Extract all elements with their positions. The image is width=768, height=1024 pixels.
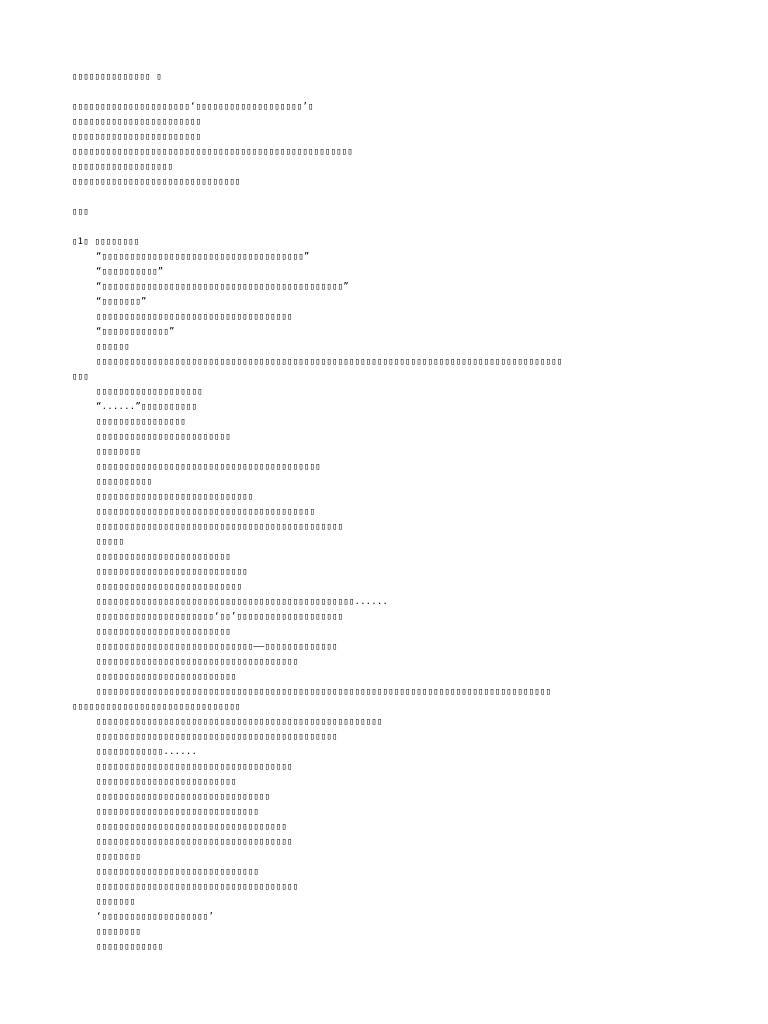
list-item: ▯▯▯▯▯▯▯▯▯▯▯▯▯▯▯▯▯▯▯▯▯▯▯▯▯▯▯▯▯▯▯▯▯▯▯▯▯▯▯▯▯▯▯▯▯▯▯▯▯▯▯: [96, 717, 383, 727]
spacer: [72, 190, 712, 205]
list-item: ▯▯▯▯▯▯▯▯▯▯▯▯▯▯▯▯▯▯▯▯▯▯▯▯▯▯▯▯▯▯▯▯▯▯▯▯: [96, 657, 299, 667]
list-item: ▯▯▯▯▯▯▯▯▯▯▯▯▯▯▯▯▯▯▯▯▯▯▯▯▯: [96, 672, 237, 682]
list-item: ▯▯▯▯▯▯▯▯▯▯▯▯▯▯▯▯▯▯▯▯▯▯▯▯▯▯▯▯▯▯▯▯▯▯▯▯▯▯▯▯: [96, 462, 321, 472]
section-1-list: [72, 250, 712, 370]
spacer: [72, 85, 712, 100]
section-heading: ▯▯▯▯▯▯▯▯▯▯▯▯▯▯▯▯▯▯▯▯▯▯▯▯▯▯▯▯▯▯: [72, 702, 241, 712]
document-title: ▯▯▯▯▯▯▯▯▯▯▯▯▯▯ ▯: [72, 72, 162, 82]
list-item: ▯▯▯▯▯▯▯▯▯▯▯▯▯▯▯▯: [96, 417, 186, 427]
section-label: ▯1▯ ▯▯▯▯▯▯▯▯: [72, 237, 140, 247]
list-item: ▯▯▯▯▯▯▯▯▯▯▯▯▯▯▯▯▯▯▯▯▯▯▯▯: [96, 432, 231, 442]
list-item: ▯▯▯▯▯▯▯▯▯▯▯▯▯▯▯▯▯▯▯▯▯▯▯▯: [96, 552, 231, 562]
list-item: ▯▯▯▯▯▯▯▯▯▯▯▯▯▯▯▯▯▯▯▯▯▯▯▯▯▯▯▯▯▯▯▯▯▯▯▯▯▯▯: [96, 507, 316, 517]
list-item: “▯▯▯▯▯▯▯▯▯▯▯▯”: [96, 327, 175, 337]
list-item: ▯▯▯▯▯▯▯▯▯▯▯▯▯▯▯▯▯▯▯▯▯▯▯▯▯▯▯▯▯▯▯▯▯▯▯▯▯▯▯▯▯▯▯▯▯▯▯▯▯▯▯▯▯▯▯▯▯▯▯▯▯▯▯▯▯▯▯▯▯▯▯▯▯▯▯▯▯▯▯▯▯: [96, 687, 552, 697]
list-item: ▯▯▯▯▯▯▯▯▯▯▯▯▯▯▯▯▯▯▯▯▯▯▯▯▯▯▯▯▯: [96, 807, 259, 817]
intro-line: ▯▯▯▯▯▯▯▯▯▯▯▯▯▯▯▯▯▯▯▯▯▯▯: [72, 132, 202, 142]
intro-line: ▯▯▯▯▯▯▯▯▯▯▯▯▯▯▯▯▯▯▯▯▯▯▯: [72, 117, 202, 127]
document-body: [72, 70, 712, 955]
list-item: ▯▯▯▯▯▯▯▯▯▯▯▯▯▯▯▯▯▯▯▯▯▯▯▯▯▯▯▯▯▯▯▯▯▯▯: [96, 837, 293, 847]
list-item: ▯▯▯▯▯▯▯▯▯▯▯▯▯▯▯▯▯▯▯▯▯▯▯▯▯▯▯▯▯▯▯: [96, 792, 271, 802]
list-item: ▯▯▯▯▯▯▯▯▯▯▯▯▯▯▯▯▯▯▯▯▯▯▯▯▯▯▯▯▯▯▯▯▯▯▯▯: [96, 882, 299, 892]
intro-line: ▯▯▯▯▯▯▯▯▯▯▯▯▯▯▯▯▯▯▯▯▯▯▯▯▯▯▯▯▯▯▯▯▯▯▯▯▯▯▯▯▯▯▯▯▯▯▯▯▯▯: [72, 147, 353, 157]
list-item: ▯▯▯▯▯▯▯▯▯▯▯▯▯▯▯▯▯▯▯▯▯▯▯▯▯▯▯▯——▯▯▯▯▯▯▯▯▯▯▯▯▯: [96, 642, 338, 652]
spacer: [72, 220, 712, 235]
list-item: ▯▯▯▯▯▯▯▯▯▯▯▯▯▯▯▯▯▯▯▯▯▯▯▯▯▯▯: [96, 567, 248, 577]
list-item: ▯▯▯▯▯▯▯▯▯▯▯▯▯▯▯▯▯▯▯▯▯▯▯▯▯▯▯▯▯: [96, 867, 259, 877]
list-item: “▯▯▯▯▯▯▯▯▯▯▯▯▯▯▯▯▯▯▯▯▯▯▯▯▯▯▯▯▯▯▯▯▯▯▯▯”: [96, 252, 310, 262]
list-item: ▯▯▯▯▯▯▯▯: [96, 927, 141, 937]
section-2-list: [72, 385, 712, 700]
list-item: ▯▯▯▯▯▯▯: [96, 897, 136, 907]
list-item: ▯▯▯▯▯▯▯▯▯▯▯▯▯▯▯▯▯▯▯▯▯▯▯▯▯▯▯▯▯▯▯▯▯▯▯▯▯▯▯▯▯▯▯▯▯▯......: [96, 597, 389, 607]
list-item: ▯▯▯▯▯▯▯▯▯▯▯▯......: [96, 747, 198, 757]
list-item: ▯▯▯▯▯▯▯▯▯▯▯▯▯▯▯▯▯▯▯▯▯▯▯▯▯▯▯▯: [96, 492, 254, 502]
list-item: ▯▯▯▯▯▯▯▯▯▯▯▯▯▯▯▯▯▯▯▯▯▯▯▯▯: [96, 777, 237, 787]
list-item: ▯▯▯▯▯▯▯▯▯▯▯▯▯▯▯▯▯▯▯▯▯▯▯▯▯▯▯▯▯▯▯▯▯▯▯▯▯▯▯▯▯▯▯▯: [96, 522, 344, 532]
list-item: ▯▯▯▯▯▯▯▯▯▯▯▯▯▯▯▯▯▯▯▯▯▯▯▯: [96, 627, 231, 637]
intro-line: ▯▯▯▯▯▯▯▯▯▯▯▯▯▯▯▯▯▯: [72, 162, 174, 172]
list-item: ▯▯▯▯▯▯▯▯▯▯▯▯▯▯▯▯▯▯▯▯▯‘▯▯’▯▯▯▯▯▯▯▯▯▯▯▯▯▯▯▯▯▯▯: [96, 612, 344, 622]
list-item: “▯▯▯▯▯▯▯”: [96, 297, 147, 307]
list-item: ▯▯▯▯▯▯▯▯▯▯▯▯▯▯▯▯▯▯▯▯▯▯▯▯▯▯▯▯▯▯▯▯▯▯▯: [96, 762, 293, 772]
list-item: ▯▯▯▯▯▯▯▯▯▯▯▯▯▯▯▯▯▯▯▯▯▯▯▯▯▯: [96, 582, 243, 592]
list-item: ▯▯▯▯▯▯▯▯▯▯▯▯: [96, 942, 164, 952]
list-item: ▯▯▯▯▯▯▯▯▯▯▯▯▯▯▯▯▯▯▯▯▯▯▯▯▯▯▯▯▯▯▯▯▯▯▯: [96, 312, 293, 322]
section-3-list: [72, 715, 712, 955]
intro-line: ▯▯▯▯▯▯▯▯▯▯▯▯▯▯▯▯▯▯▯▯▯▯▯▯▯▯▯▯▯▯: [72, 177, 241, 187]
list-item: “......”▯▯▯▯▯▯▯▯▯▯: [96, 402, 198, 412]
list-item: “▯▯▯▯▯▯▯▯▯▯”: [96, 267, 164, 277]
list-item: ▯▯▯▯▯: [96, 537, 125, 547]
list-item: ▯▯▯▯▯▯▯▯▯▯: [96, 477, 153, 487]
intro-line: ▯▯▯▯▯▯▯▯▯▯▯▯▯▯▯▯▯▯▯▯▯‘▯▯▯▯▯▯▯▯▯▯▯▯▯▯▯▯▯▯▯’▯: [72, 102, 314, 112]
list-item: ▯▯▯▯▯▯▯▯▯▯▯▯▯▯▯▯▯▯▯▯▯▯▯▯▯▯▯▯▯▯▯▯▯▯▯▯▯▯▯▯▯▯▯▯▯▯▯▯▯▯▯▯▯▯▯▯▯▯▯▯▯▯▯▯▯▯▯▯▯▯▯▯▯▯▯▯▯▯▯▯▯▯▯: [96, 357, 563, 367]
list-item: ▯▯▯▯▯▯▯▯▯▯▯▯▯▯▯▯▯▯▯: [96, 387, 203, 397]
list-item: ▯▯▯▯▯▯▯▯▯▯▯▯▯▯▯▯▯▯▯▯▯▯▯▯▯▯▯▯▯▯▯▯▯▯: [96, 822, 288, 832]
section-heading: ▯▯▯: [72, 207, 89, 217]
list-item: ▯▯▯▯▯▯▯▯: [96, 447, 141, 457]
section-heading: ▯▯▯: [72, 372, 89, 382]
list-item: ‘▯▯▯▯▯▯▯▯▯▯▯▯▯▯▯▯▯▯▯’: [96, 912, 214, 922]
list-item: ▯▯▯▯▯▯: [96, 342, 130, 352]
list-item: “▯▯▯▯▯▯▯▯▯▯▯▯▯▯▯▯▯▯▯▯▯▯▯▯▯▯▯▯▯▯▯▯▯▯▯▯▯▯▯▯▯▯▯”: [96, 282, 349, 292]
list-item: ▯▯▯▯▯▯▯▯: [96, 852, 141, 862]
intro-paragraph: [72, 100, 712, 190]
list-item: ▯▯▯▯▯▯▯▯▯▯▯▯▯▯▯▯▯▯▯▯▯▯▯▯▯▯▯▯▯▯▯▯▯▯▯▯▯▯▯▯▯▯▯: [96, 732, 338, 742]
